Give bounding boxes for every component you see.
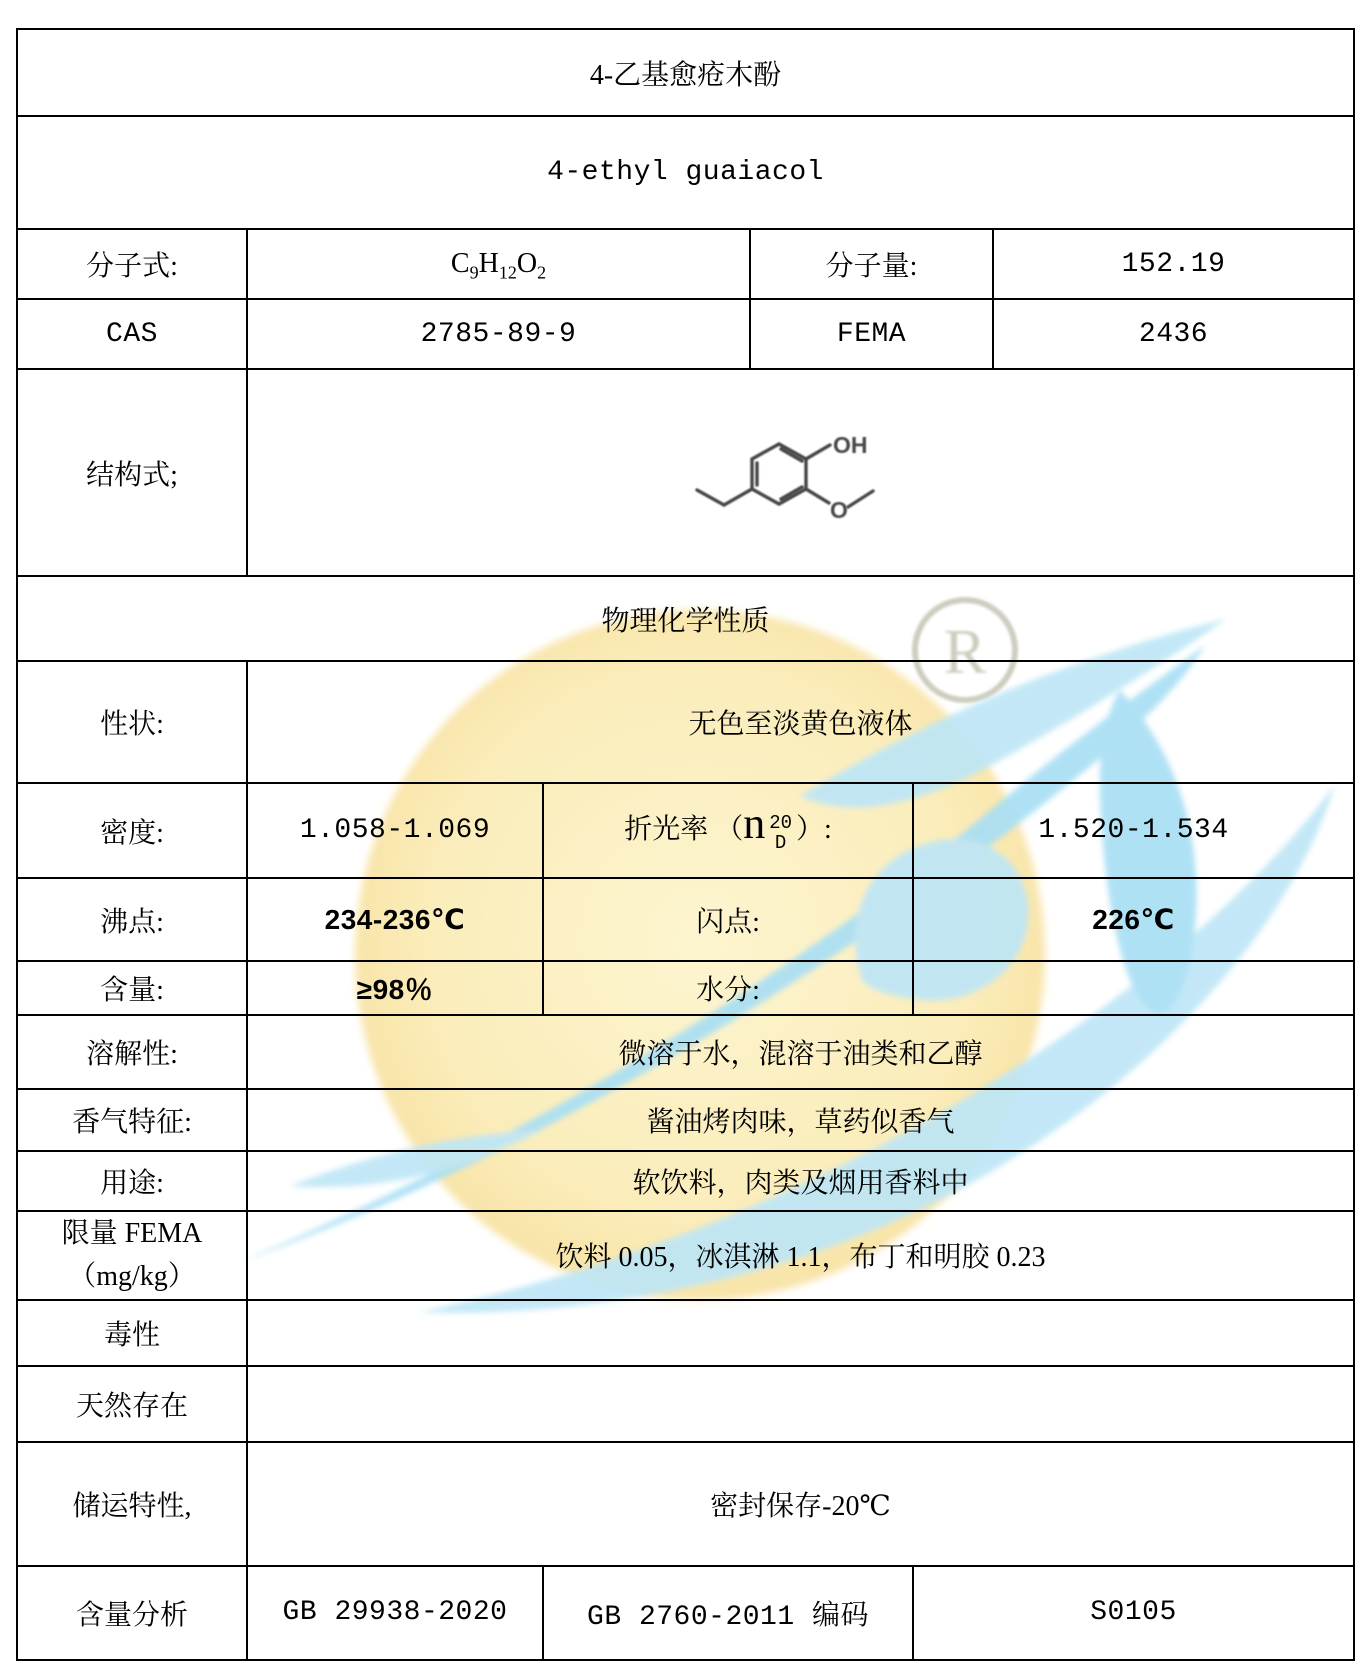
refractive-index-label [543, 783, 913, 878]
storage-value: 密封保存-20℃ [247, 1442, 1354, 1566]
boiling-point-value: 234-236℃ [247, 878, 543, 961]
ri-n: n [743, 799, 766, 849]
fema-limit-label [17, 1211, 247, 1300]
section-header-physical: 物理化学性质 [17, 576, 1354, 661]
formula-sub-2: 2 [537, 262, 547, 283]
toxicity-value [247, 1300, 1354, 1366]
state-label: 性状: [17, 661, 247, 783]
aroma-label: 香气特征: [17, 1089, 247, 1151]
water-value [913, 961, 1354, 1015]
formula-sub-12: 12 [498, 262, 517, 283]
svg-text:R: R [943, 616, 987, 687]
fema-limit-value: 饮料 0.05，冰淇淋 1.1，布丁和明胶 0.23 [247, 1211, 1354, 1300]
hydroxyl-label: OH [832, 431, 867, 458]
density-value: 1.058-1.069 [247, 783, 543, 878]
molecular-formula-value [247, 229, 750, 299]
water-label: 水分: [543, 961, 913, 1015]
boiling-point-label: 沸点: [17, 878, 247, 961]
aroma-value: 酱油烤肉味，草药似香气 [247, 1089, 1354, 1151]
chemical-structure-image [674, 410, 898, 544]
assay-value: ≥98％ [247, 961, 543, 1015]
formula-o: O [516, 248, 538, 279]
molecular-weight-value: 152.19 [993, 229, 1354, 299]
ri-label-pre: 折光率 （ [624, 814, 744, 846]
cas-value: 2785-89-9 [247, 299, 750, 369]
toxicity-label: 毒性 [17, 1300, 247, 1366]
solubility-label: 溶解性: [17, 1015, 247, 1089]
analysis-standard-2: GB 2760-2011 编码 [543, 1566, 913, 1660]
natural-occurrence-label: 天然存在 [17, 1366, 247, 1442]
ri-subscript: D [774, 832, 787, 854]
refractive-index-value: 1.520-1.534 [913, 783, 1354, 878]
assay-label: 含量: [17, 961, 247, 1015]
analysis-code: S0105 [913, 1566, 1354, 1660]
ri-label-post: ）: [796, 814, 832, 846]
fema-label: FEMA [750, 299, 993, 369]
analysis-label: 含量分析 [17, 1566, 247, 1660]
density-label: 密度: [17, 783, 247, 878]
usage-value: 软饮料，肉类及烟用香料中 [247, 1151, 1354, 1211]
analysis-standard-1: GB 29938-2020 [247, 1566, 543, 1660]
fema-limit-label-line2: （mg/kg） [68, 1261, 196, 1293]
ri-superscript: 20 [769, 812, 793, 835]
usage-label: 用途: [17, 1151, 247, 1211]
english-name: 4-ethyl guaiacol [17, 116, 1354, 229]
page-title: 4-乙基愈疮木酚 [17, 29, 1354, 116]
flash-point-value: 226℃ [913, 878, 1354, 961]
state-value: 无色至淡黄色液体 [247, 661, 1354, 783]
fema-limit-label-line1: 限量 FEMA [61, 1218, 203, 1249]
spec-table [16, 28, 1355, 1661]
flash-point-label: 闪点: [543, 878, 913, 961]
methoxy-oxygen-label: O [829, 496, 848, 523]
molecular-formula-label: 分子式: [17, 229, 247, 299]
molecular-weight-label: 分子量: [750, 229, 993, 299]
fema-value: 2436 [993, 299, 1354, 369]
structure-cell [247, 369, 1354, 576]
formula-h: H [478, 248, 499, 279]
formula-sub-9: 9 [469, 262, 479, 283]
storage-label: 储运特性, [17, 1442, 247, 1566]
solubility-value: 微溶于水，混溶于油类和乙醇 [247, 1015, 1354, 1089]
formula-c: C [450, 248, 470, 279]
natural-occurrence-value [247, 1366, 1354, 1442]
structure-label: 结构式; [17, 369, 247, 576]
cas-label: CAS [17, 299, 247, 369]
